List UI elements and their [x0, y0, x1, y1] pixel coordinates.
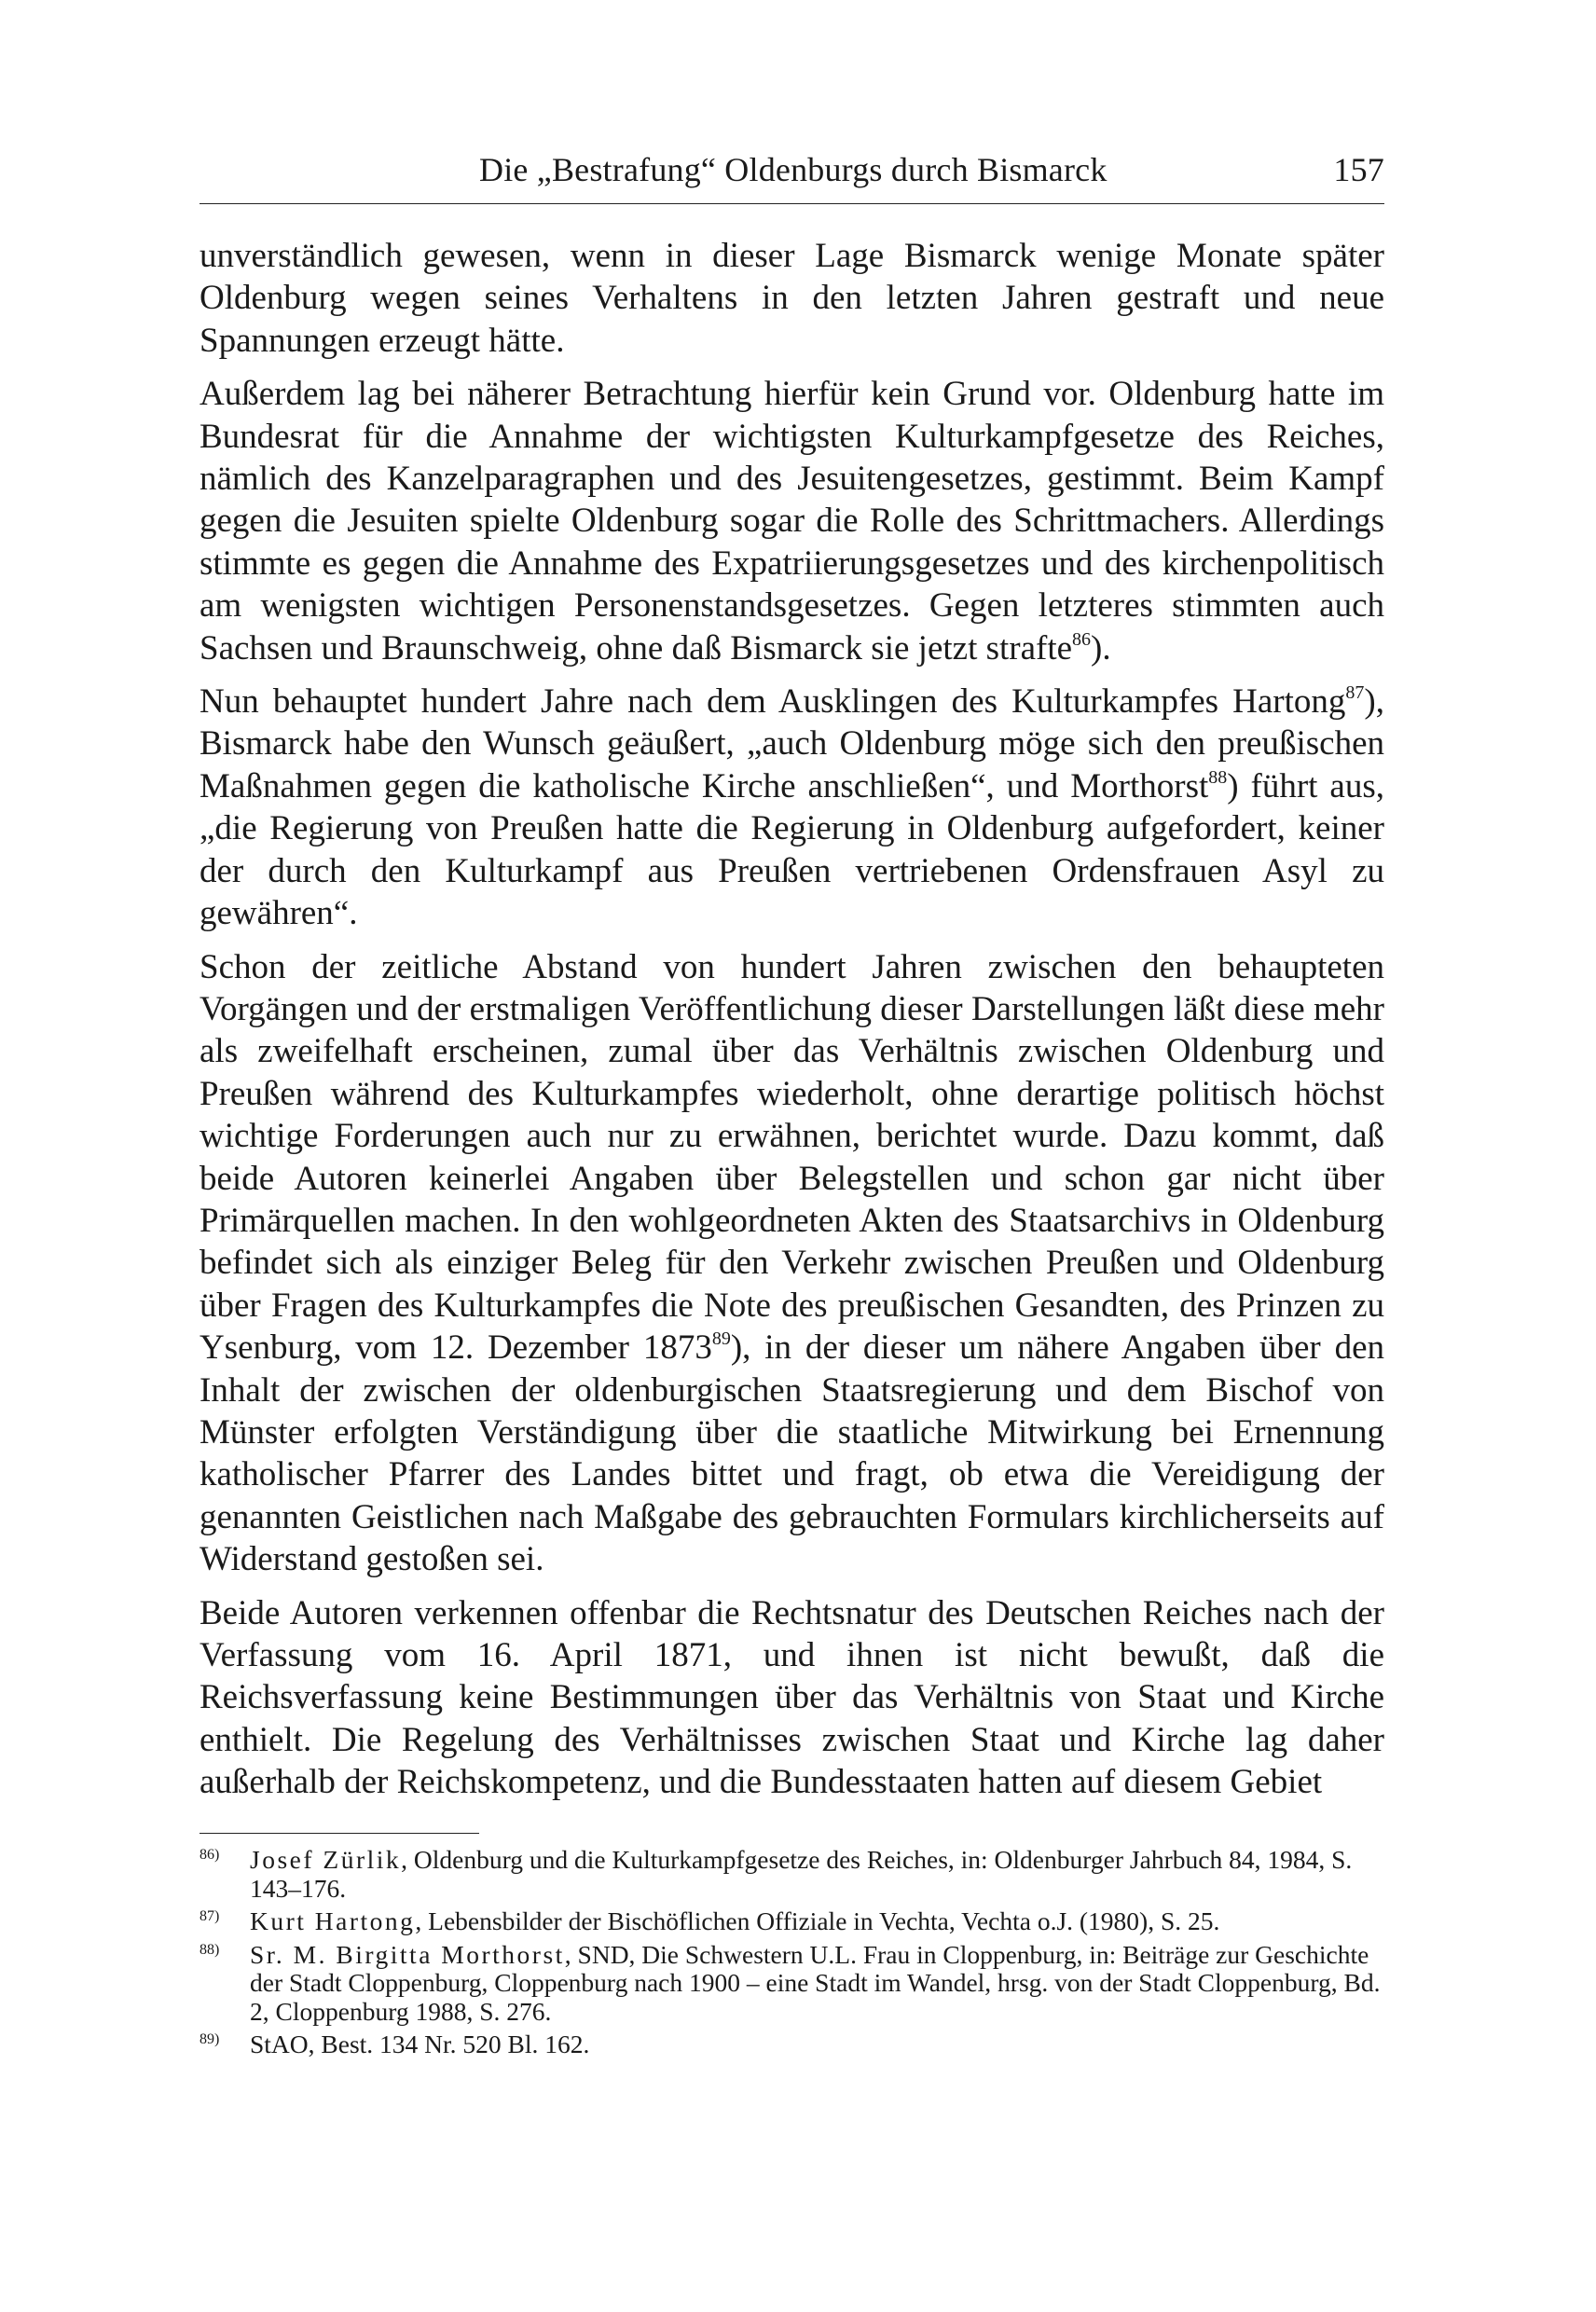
footnote-ref-86: 86 [1072, 628, 1092, 650]
footnote-text: , SND, Die Schwestern U.L. Frau in Cloppenburg, in: Beiträge zur Geschichte der Stadt Cloppenburg, Cloppenburg nach 1900 – eine Stadt im Wandel, hrsg. von der Stadt Cloppenburg, Bd. 2, Cloppenburg 1988, S. 276. [250, 1939, 1381, 2026]
footnotes [200, 1846, 1384, 2064]
paragraph-5 [200, 1592, 1384, 1804]
paragraph-2-text: Außerdem lag bei näherer Betrachtung hierfür kein Grund vor. Oldenburg hatte im Bundesrat für die Annahme der wichtigsten Kulturkampfgesetze des Reiches, nämlich des Kanzelparagraphen und des Jesuitengesetzes, gestimmt. Beim Kampf gegen die Jesuiten spielte Oldenburg sogar die Rolle des Schrittmachers. Allerdings stimmte es gegen die Annahme des Expatriierungsgesetzes und des kirchenpolitisch am wenigsten wichtigen Personenstandsgesetzes. Gegen letzteres stimmten auch Sachsen und Braunschweig, ohne daß Bismarck sie jetzt strafte [200, 375, 1384, 667]
page-number: 157 [1333, 151, 1384, 188]
footnote-87 [200, 1907, 1384, 1936]
footnote-author: Kurt Hartong [250, 1906, 416, 1935]
footnote-89 [200, 2030, 1384, 2059]
paragraph-4 [200, 946, 1384, 1581]
header-rule [200, 203, 1384, 204]
paragraph-2 [200, 373, 1384, 669]
paragraph-3-text-c: ) führt aus, „die Regierung von Preußen hatte die Regierung in Oldenburg aufgefordert, keiner der durch den Kulturkampf aus Preußen vertriebenen Ordensfrauen Asyl zu gewähren“. [200, 766, 1384, 933]
footnote-number: 86) [200, 1847, 220, 1863]
footnote-text: , Lebensbilder der Bischöflichen Offiziale in Vechta, Vechta o.J. (1980), S. 25. [415, 1906, 1220, 1935]
paragraph-4-text-b: ), in der dieser um nähere Angaben über den Inhalt der zwischen der oldenburgischen Staatsregierung und dem Bischof von Münster erfolgten Verständigung über die staatliche Mitwirkung bei Ernennung katholischer Pfarrer des Landes bittet und fragt, ob etwa die Vereidigung der genannten Geistlichen nach Maßgabe des gebrauchten Formulars kirchlicherseits auf Widerstand gestoßen sei. [200, 1328, 1384, 1579]
footnote-author: Josef Zürlik [250, 1845, 402, 1874]
footnote-text: , Oldenburg und die Kulturkampfgesetze des Reiches, in: Oldenburger Jahrbuch 84, 1984, S. 143–176. [250, 1845, 1353, 1903]
footnote-ref-88: 88 [1208, 766, 1228, 788]
paragraph-3-text-a: Nun behauptet hundert Jahre nach dem Ausklingen des Kulturkampfes Hartong [200, 682, 1346, 722]
paragraph-2-end: ). [1091, 628, 1111, 667]
footnote-number: 89) [200, 2031, 220, 2047]
body-text [200, 235, 1384, 1815]
footnote-ref-87: 87 [1345, 682, 1365, 704]
footnote-text: StAO, Best. 134 Nr. 520 Bl. 162. [250, 2030, 590, 2058]
paragraph-3-text-b: ), Bismarck habe den Wunsch geäußert, „auch Oldenburg möge sich den preußischen Maßnahmen gegen die katholische Kirche anschließen“, und Morthorst [200, 682, 1384, 805]
footnote-number: 87) [200, 1908, 220, 1924]
footnote-88 [200, 1941, 1384, 2027]
footnote-number: 88) [200, 1941, 220, 1958]
footnote-86 [200, 1846, 1384, 1903]
paragraph-1 [200, 235, 1384, 362]
running-head [200, 149, 1384, 190]
footnote-rule [200, 1833, 479, 1834]
footnote-ref-89: 89 [711, 1328, 731, 1350]
paragraph-1-text: unverständlich gewesen, wenn in dieser Lage Bismarck wenige Monate später Oldenburg wegen seines Verhaltens in den letzten Jahren gestraft und neue Spannungen erzeugt hätte. [200, 237, 1384, 360]
paragraph-5-text: Beide Autoren verkennen offenbar die Rechtsnatur des Deutschen Reiches nach der Verfassung vom 16. April 1871, und ihnen ist nicht bewußt, daß die Reichsverfassung keine Bestimmungen über das Verhältnis von Staat und Kirche enthielt. Die Regelung des Verhältnisses zwischen Staat und Kirche lag daher außerhalb der Reichskompetenz, und die Bundesstaaten hatten auf diesem Gebiet [200, 1593, 1384, 1802]
running-title: Die „Bestrafung“ Oldenburgs durch Bismarck [479, 151, 1108, 188]
paragraph-3 [200, 681, 1384, 934]
paragraph-4-text-a: Schon der zeitliche Abstand von hundert Jahren zwischen den behaupteten Vorgängen und der erstmaligen Veröffentlichung dieser Darstellungen läßt diese mehr als zweifelhaft erscheinen, zumal über das Verhältnis zwischen Oldenburg und Preußen während des Kulturkampfes wiederholt, ohne derartige politisch höchst wichtige Forderungen auch nur zu erwähnen, berichtet wurde. Dazu kommt, daß beide Autoren keinerlei Angaben über Belegstellen und schon gar nicht über Primärquellen machen. In den wohlgeordneten Akten des Staatsarchivs in Oldenburg befindet sich als einziger Beleg für den Verkehr zwischen Preußen und Oldenburg über Fragen des Kulturkampfes die Note des preußischen Gesandten, des Prinzen zu Ysenburg, vom 12. Dezember 1873 [200, 947, 1384, 1368]
footnote-author: Sr. M. Birgitta Morthorst [250, 1939, 565, 1969]
